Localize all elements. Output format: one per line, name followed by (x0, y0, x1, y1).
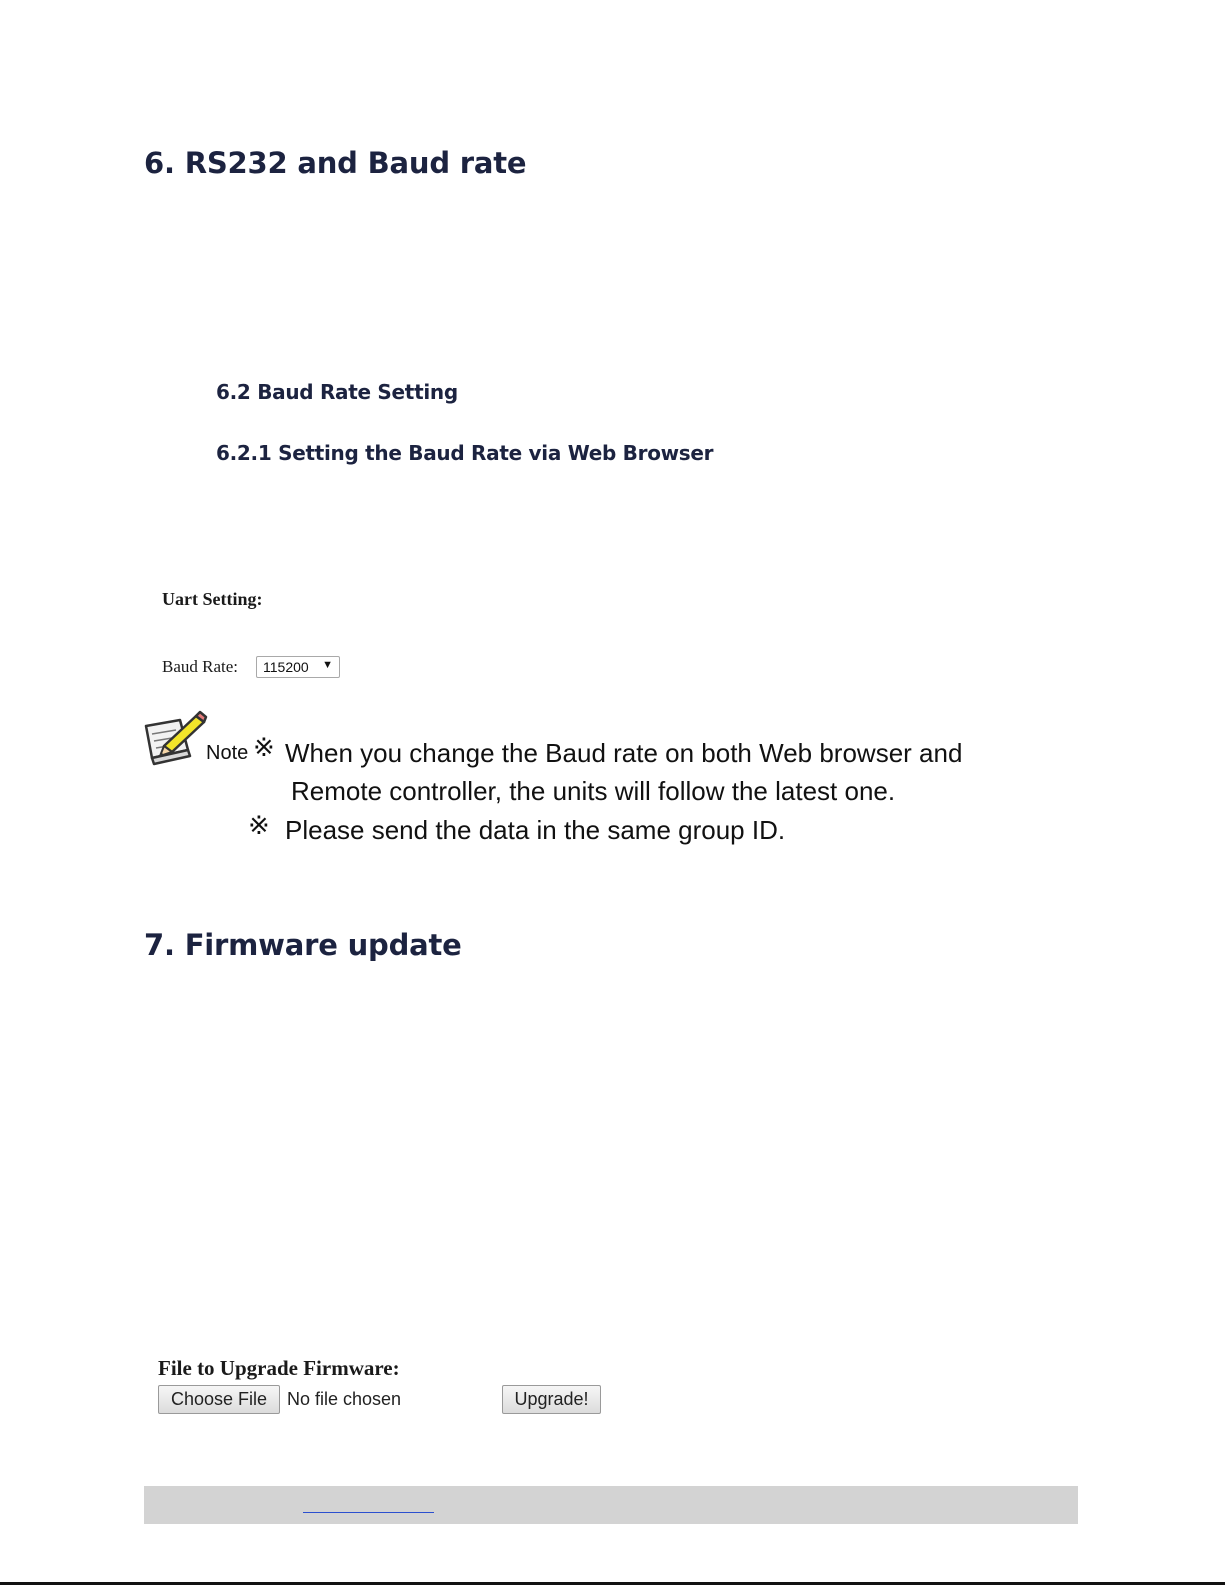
choose-file-button[interactable]: Choose File (158, 1385, 280, 1414)
section-6-title: 6. RS232 and Baud rate (144, 146, 527, 180)
note-line-3: Please send the data in the same group ID. (285, 815, 786, 845)
note-mark-2: ※ (248, 810, 270, 840)
note-line-1: When you change the Baud rate on both Web browser and (285, 738, 963, 768)
note-mark-1: ※ (253, 732, 275, 762)
section-7-title: 7. Firmware update (144, 928, 462, 962)
note-label: Note (206, 742, 249, 764)
baud-rate-label: Baud Rate: (162, 657, 239, 676)
footer-link-underline[interactable] (303, 1512, 434, 1513)
no-file-chosen-text: No file chosen (287, 1389, 402, 1409)
baud-rate-value: 115200 (263, 659, 309, 675)
chevron-down-icon: ▼ (322, 659, 333, 671)
upgrade-button[interactable]: Upgrade! (502, 1385, 601, 1414)
footer-bar (144, 1486, 1078, 1524)
firmware-file-heading: File to Upgrade Firmware: (158, 1356, 400, 1380)
section-6-2-title: 6.2 Baud Rate Setting (216, 380, 458, 404)
note-pencil-icon (142, 710, 210, 766)
note-line-2: Remote controller, the units will follow the latest one. (291, 776, 896, 806)
uart-setting-heading: Uart Setting: (162, 589, 263, 609)
baud-rate-select[interactable] (256, 656, 340, 678)
section-6-2-1-title: 6.2.1 Setting the Baud Rate via Web Browser (216, 441, 714, 465)
